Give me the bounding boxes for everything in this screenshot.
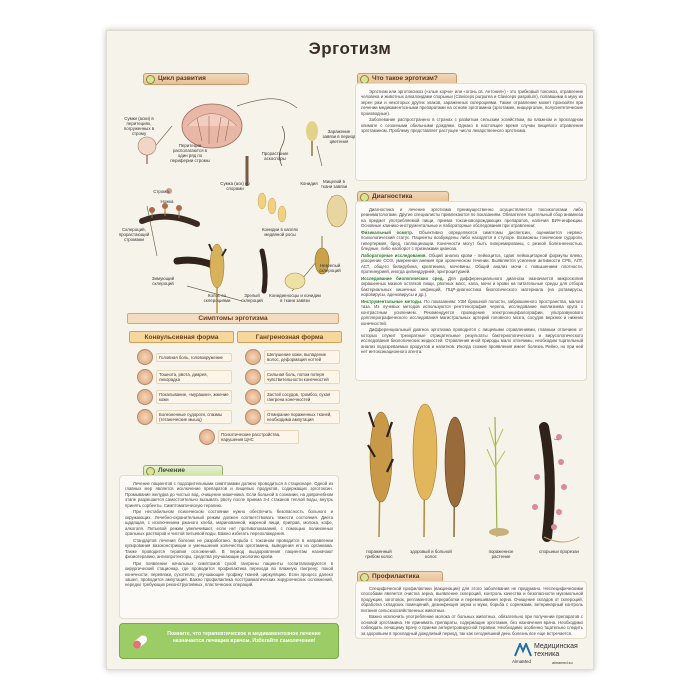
treatment-paragraph: Стандартов лечения болезни не разработано. Борьба с токсином проводится в направлении купирования вазоконстрикции и уменьшения количества эрготамина, выведения его из организма. Также проводится терапия осложнений. В период выздоровления пациентам назначают физиотерапию, ангиопротекторы, средства улучшающие реологию крови. (125, 537, 333, 560)
grain-caption: здоровый и больной колос (410, 549, 452, 559)
logo-brand-line: техника (534, 651, 560, 658)
diagnostics-header-label: Диагностика (372, 193, 413, 200)
symptom-item (245, 369, 340, 385)
hand-icon (245, 349, 261, 365)
diagnostics-item-label: Инструментальные методы. (361, 299, 423, 305)
symptom-label: Покалывание, «мурашки», жжение кожи (156, 390, 232, 404)
lc-label-honeydew: Конидии в каплях медвяной росы (261, 227, 299, 237)
symptom-label: Застой сосудов, тромбоз, сухая гангрена конечностей (264, 390, 340, 404)
symptom-item (137, 409, 232, 425)
diagnostics-item-label: Физикальный осмотр. (361, 230, 414, 236)
what-is-text (361, 89, 583, 179)
treatment-paragraph: При появлении начальных симптомов сухой гангрены пациенты госпитализируются в хирургический стационар, где проводится профилактика перехода во влажную гангрену; покой конечности, перевязки, сухотепло, улучшающие трофику тканей, циркуляцию. Если процесс далеко зашел, проводится ампутация. Важно профилактика посттравматических хирургических осложнений, нередко требующих реконструктивных, пластических операций. (125, 560, 333, 588)
diagnostics-item (361, 299, 583, 326)
treatment-paragraph: При нестабильном психическом состоянии нужно обеспечить безопасность больного и окружающих. Лечебно-охранительный режим должен соответствовать тяжести состояния. Диета щадящая, с исключением ржаного хлеба, маринованной, жареной пищи, приправ, молока, кофе, алкоголя. Питьевой режим увеличивают, если нет противопоказаний, с помощью полиионных оральных растворов и чистой питьевой воды. Важно избегать переохлаждения. (125, 509, 333, 537)
diagnostics-item-text: Объективно определяются симптомы диспепсии, оценивается нервно-психологический статус. Пациенты возбуждены либо находятся в ступоре. Возможны тонические судороги, гипертермия, бред, галлюцинации. Конечности могут быть гиперемированы, с резкой болезненностью, бледные, либо наоборот с признаками цианоза. (361, 230, 583, 252)
diagnostics-item (361, 230, 583, 252)
logo-url: almamed.su (552, 661, 573, 665)
grain-caption: пораженный грибом колос (365, 549, 393, 559)
head-icon (137, 349, 153, 365)
infected-plant-drawing (487, 417, 509, 537)
symptom-item (199, 429, 299, 445)
stomach-icon (137, 369, 153, 385)
mature-sclerotium-drawing (262, 251, 265, 291)
life-cycle-header (143, 73, 249, 85)
lc-label-overwintering: Зимующий склероций (151, 276, 175, 286)
grain-caption: пораженное растение (488, 549, 514, 559)
grain-illustrations (359, 387, 589, 547)
reminder-banner (119, 623, 339, 659)
logo-brand-line: Медицинская (534, 643, 578, 650)
lc-label-conidium: Конидия (300, 181, 318, 186)
diagnostics-item-text: По показаниям: УЗИ брюшной полости, забрюшинного пространства, малого таза. Из лучевых методов используются рентгенография черепа, исследование виллизиева круга с контрастным усилением. Рекомендуется проведение электроэнцефалографии, ультразвукового допплерографического исследования магистральных артерий головного мозга, сосудов верхних и нижних конечностей. (361, 299, 583, 326)
lc-label-infection: Заражение завязи в период цветения (322, 129, 356, 144)
lc-label-conidiophores: Конидиеносцы и конидии в ткани завязи (269, 293, 321, 303)
diagnostics-item (361, 276, 583, 298)
treatment-header-label: Лечение (158, 467, 185, 474)
symptom-label: Шелушение кожи, выпадение волос, деформация ногтей (264, 350, 340, 364)
mycelium-drawing (327, 195, 347, 227)
spore-icon (146, 75, 155, 84)
foot-icon (245, 409, 261, 425)
lc-label-spike: Колос со склероциями (203, 293, 231, 303)
honeydew-drawing (258, 193, 286, 222)
lc-label-ascus: Сумка (аск) со спорами (220, 181, 250, 191)
skin-icon (137, 389, 153, 405)
diagnostics-paragraph: Дифференциальный диагноз эрготизма проводится с пищевыми отравлениями, главным отличием от которых служит трехкратные отрицательные результаты бактериологического и вирусологического исследования биологических жидкостей. Отравления иной природы мало отличимы, необходим тщательный анализ подозреваемых продуктов и напитков. Иногда схожие проявления имеет болезнь Рейно, но при ней нет интоксикационного агента. (361, 327, 583, 355)
symptom-item (245, 349, 340, 365)
diagnostics-text (361, 207, 583, 379)
life-cycle-header-label: Цикл развития (158, 75, 206, 82)
vessel-icon (245, 389, 261, 405)
symptom-label: Психотические расстройства, нарушения ЦНС (218, 430, 299, 444)
lc-label-sclerotium-stromata: Склероций, прорастающий стромами (118, 227, 150, 242)
overwintering-sclerotium-drawing (177, 260, 215, 266)
cut-sclerotium-drawing (532, 427, 579, 542)
symptom-item (245, 409, 340, 425)
prevention-header-label: Профилактика (372, 573, 420, 580)
diagnostics-item-text: Для дифференциального диагноза назначается микроскопия окрашенных мазков остатков пищи, рвотных масс, кала, мочи и крови на питательные среды для отбора бактериальных кишечных инфекций, ПЦР-диагностика биологического материала (на ротавирусы, норовирусы, аденовирусы и др.). (361, 276, 583, 298)
diagnostics-item (361, 253, 583, 275)
lc-label-immature: Незрелый склероций (319, 263, 341, 273)
diagnostics-item-label: Исследование биологических сред. (361, 276, 444, 282)
prevention-paragraph: Важно исключить употребление молока от больных животных, обязательно при получении препаратов с основой эрготамина. Не принимать препараты, содержащие эрготамин, без назначения врача. Необходимо соблюдать лечащему врачу о приеме антиретровирусной терапии. Необходимо особенно тщательно следить за здоровьем в прохладный дождливый период, так как сегодняшний день болезнь все еще встречается. (361, 614, 583, 636)
grain-caption: спорыньи прорезан (539, 549, 579, 554)
treatment-text (125, 481, 333, 617)
symptom-item (137, 389, 232, 405)
logo-brand (534, 643, 578, 659)
almamed-logo (512, 643, 592, 667)
convulsive-form-tab: Конвульсивная форма (129, 331, 234, 343)
symptom-label: Тошнота, рвота, диарея, лихорадка (156, 370, 232, 384)
symptom-label: Головная боль, головокружение (156, 353, 232, 362)
symptom-label: Сильная боль, потом потеря чувствительности конечностей (264, 370, 340, 384)
lc-label-germination: Прорастание аскоспоры (261, 151, 289, 161)
page-title: Эрготизм (308, 39, 392, 58)
conidiophores-drawing (285, 273, 305, 289)
symptom-item (137, 369, 232, 385)
prevention-text (361, 586, 583, 638)
lc-label-asci: Сумки (аски) в перитециях, погруженных в строму (123, 116, 155, 136)
spike-with-sclerotia-drawing (209, 244, 226, 314)
lc-label-stalk: Ножка (160, 199, 174, 204)
stroma-drawing (138, 137, 172, 194)
diagnostics-item-label: Лабораторные исследования. (361, 253, 427, 259)
pain-icon (245, 369, 261, 385)
lc-label-stroma: Строма (153, 189, 169, 194)
logo-name: AlmaMed (512, 659, 532, 664)
lc-label-mycelium: Мицелий в ткани завязи (320, 179, 348, 189)
muscle-icon (137, 409, 153, 425)
symptoms-header: Симптомы эрготизма (127, 313, 339, 324)
lc-label-perithecia: Перитеции располагаются в один ряд по периферии стромы (170, 143, 210, 163)
gangrenous-form-tab: Гангренозная форма (237, 331, 342, 343)
symptom-label: Болезненные судороги, спазмы (тетанические мышц) (156, 410, 232, 424)
sclerotium-stromata-drawing (142, 203, 197, 224)
brain-icon (199, 429, 215, 445)
poster (106, 30, 594, 670)
almamed-mark-icon (514, 643, 532, 657)
perithecium-drawing (182, 104, 242, 148)
symptom-item (245, 389, 340, 405)
diagnostics-item-text: Общий анализ крови - лейкоцитоз, сдвиг лейкоцитарной формулы влево, ускорение СОЭ, умеренная анемия при хроническом течении. Выявляется усиление активности СРБ, АЛТ, АСТ, общего билирубина, креатинина, мочевины. Общий анализ мочи с повышением плотности, протеинурией, иногда цилиндрурией, эритроцитурией. (361, 253, 583, 275)
what-is-paragraph: Эрготизм или эрготоксикоз («злые корчи» или «огонь св. Антония») - это грибковый токсикоз, отравление человека и животных алкалоидами спорыньи (Claviceps purpurea и Claviceps paspalum), попавшими в муку из зерен ржи и некоторых других злаков, зараженных склероциями. Также отравление может произойти при лечении медикаментозными препаратами на основе эрготамина (эрготамин, ниацерголин, полусинтетические производные). (361, 89, 583, 116)
diagnostics-paragraph: Диагностика и лечение эрготизма преимущественно осуществляется токсикологами либо реаниматологами. Другие специалисты привлекаются по показаниям. Обязателен тщательный сбор анамнеза на предмет употребляемой пищи, приема токсиновозрождающих препаратов, наличия ВИЧ-инфекции. Основные клинико-инструментальные и лабораторные обследования при отравлении: (361, 207, 583, 229)
healthy-spike-drawing (413, 404, 437, 537)
treatment-paragraph: Лечение пациентов с подозрительными симптомами должно проводиться в стационаре. Одной из главных мер является исключение препаратов и пищевых продуктов, содержащих эрготоксин. Промывание желудка до чистых вод, очищение кишечника. Если больной в сознании, на доврачебном этапе разрешается самостоятельно вызывать рвоту после приема 3-4 стаканов теплой воды, внутрь принять сорбенты. Симптоматическую терапию. (125, 481, 333, 508)
prevention-paragraph: Специфической профилактики (вакцинации) для этого заболевания не придумано. Неспецифическими способами является очистка зерна, выявление склероций, контроль качества и безопасности мукомольной продукции, заготовок, регламентов переработки и перемешивания зерна. Очищение складов от склероций, обработка складских помещений, дезинфекция зерна и муки, борьба с сорняками, ветеринарный контроль питания сельскохозяйственных животных. (361, 586, 583, 613)
what-is-paragraph: Заболевание распространено в странах с развитым сельским хозяйством, во влажном и прохладном климате с сезонными обильными дождями. Однако в настоящее время случаи пищевого отравления эрготамином. Проблему представляет растущее число лекарственного эрготизма. (361, 117, 583, 134)
sick-spike-drawing (445, 417, 465, 537)
what-is-header-label: Что такое эрготизм? (372, 75, 438, 82)
capsule-icon (130, 632, 150, 652)
symptom-item (137, 349, 232, 365)
flower-infection-drawing (306, 121, 318, 156)
infected-spike-drawing (368, 412, 393, 537)
symptom-label: Отмирание пораженных тканей, необходима ампутация (264, 410, 340, 424)
reminder-text: Помните, что терапевтическое и медикаментозное лечение назначается лечащим врачом. Избегайте самолечения! (167, 631, 321, 644)
lc-label-mature: Зрелый склероций (241, 293, 263, 303)
